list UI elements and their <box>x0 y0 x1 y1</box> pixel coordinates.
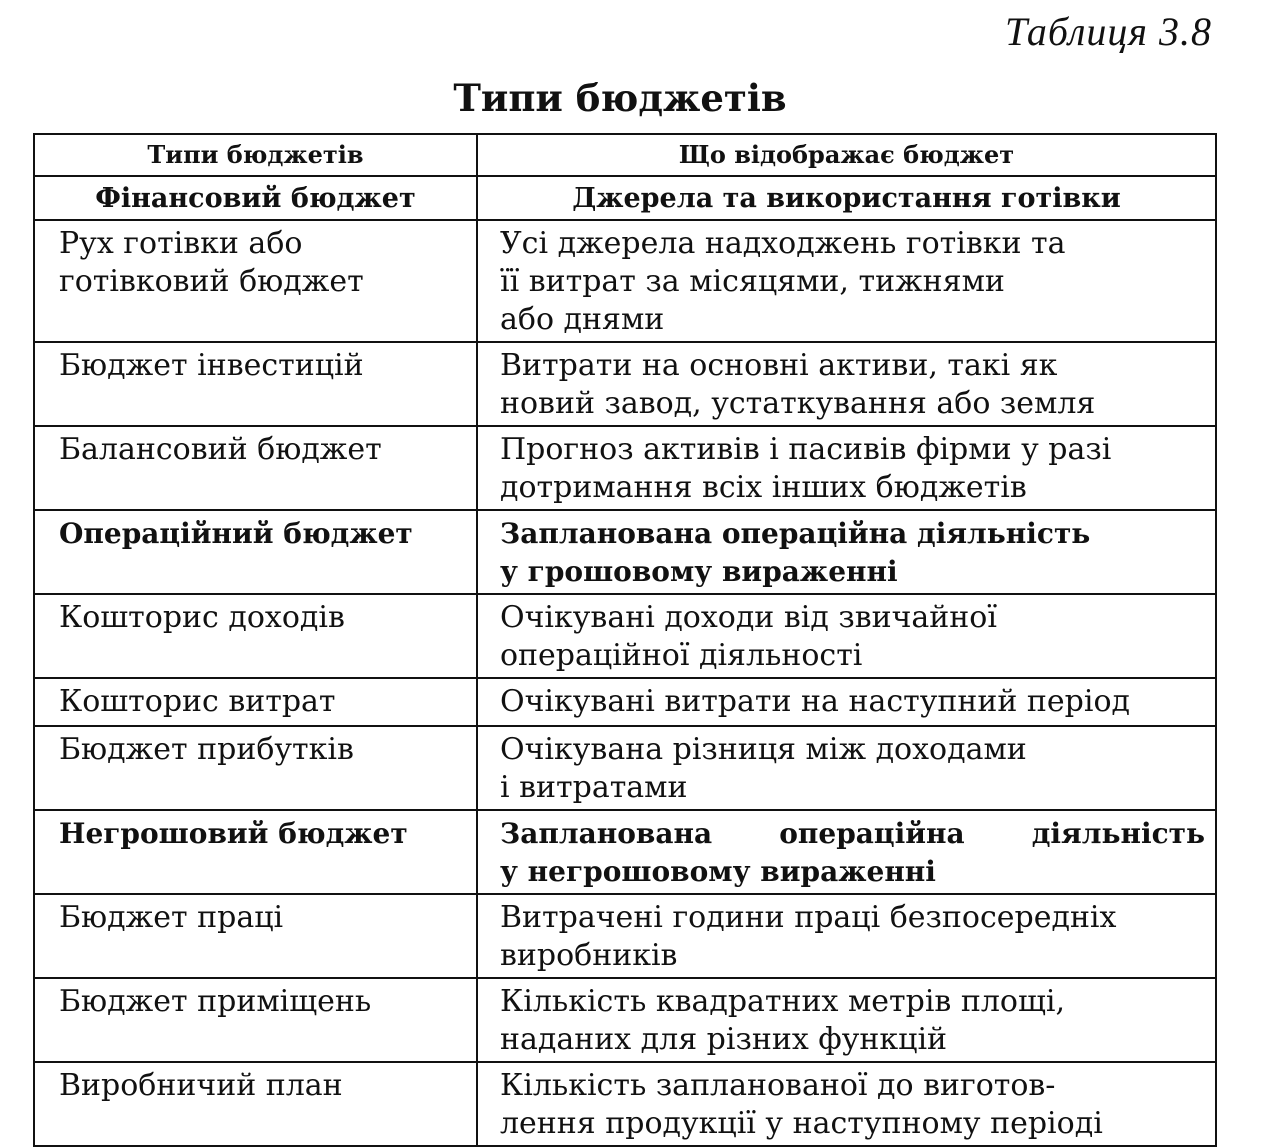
budget-name-text: Кошторис витрат <box>59 684 336 719</box>
budget-name <box>34 678 477 726</box>
budget-name <box>34 978 477 1062</box>
budget-name-text: Бюджет приміщень <box>59 984 372 1019</box>
budget-name <box>34 342 477 426</box>
budget-name-text: Кошторис доходів <box>59 600 345 635</box>
budget-description <box>477 510 1216 594</box>
table-row-expense-estimate <box>34 678 1216 726</box>
budget-description-text: Очікувана різниця між доходами і витратами <box>500 732 1027 805</box>
table-row-investment-budget <box>34 342 1216 426</box>
budget-description <box>477 726 1216 810</box>
budget-description-text: Очікувані витрати на наступний період <box>500 684 1130 719</box>
table-header-row <box>34 134 1216 176</box>
table-row-labor-budget <box>34 894 1216 978</box>
budget-name <box>34 594 477 678</box>
budget-description-text: Усі джерела надходжень готівки та її витрат за місяцями, тижнями або днями <box>500 226 1066 337</box>
budget-name <box>34 894 477 978</box>
table-row-financial-budget <box>34 176 1216 220</box>
budget-name <box>34 810 477 894</box>
budget-name-text: Виробничий план <box>59 1068 343 1103</box>
table-number: Таблиця 3.8 <box>1005 9 1212 54</box>
budget-name-text: Негрошовий бюджет <box>59 817 408 850</box>
description-word: Запланована <box>500 817 713 850</box>
table-row-revenue-estimate <box>34 594 1216 678</box>
budget-name-text: Бюджет інвестицій <box>59 348 364 383</box>
budget-name-text: Балансовий бюджет <box>59 432 382 467</box>
budget-name <box>34 726 477 810</box>
budget-name-text: Бюджет праці <box>59 900 284 935</box>
table-row-premises-budget <box>34 978 1216 1062</box>
budget-description-line-1 <box>500 815 1205 853</box>
budget-description <box>477 894 1216 978</box>
budget-description <box>477 810 1216 894</box>
budget-description <box>477 426 1216 510</box>
budget-description <box>477 594 1216 678</box>
table-row-cash-flow <box>34 220 1216 342</box>
table-row-operating-budget <box>34 510 1216 594</box>
header-budget-types: Типи бюджетів <box>34 134 477 176</box>
budget-description <box>477 220 1216 342</box>
budget-description-text: Кількість квадратних метрів площі, наданих для різних функцій <box>500 984 1065 1057</box>
budget-description-text: Кількість запланованої до виготов- лення продукції у наступному періоді <box>500 1068 1103 1141</box>
budget-description-text: Прогноз активів і пасивів фірми у разі дотримання всіх інших бюджетів <box>500 432 1112 505</box>
table-row-non-monetary-budget <box>34 810 1216 894</box>
description-word: діяльність <box>1031 817 1205 850</box>
budget-name-text: Бюджет прибутків <box>59 732 354 767</box>
budget-name-text: Операційний бюджет <box>59 517 413 550</box>
table-row-production-plan <box>34 1062 1216 1146</box>
table-row-profit-budget <box>34 726 1216 810</box>
budget-description-text: Витрати на основні активи, такі як новий завод, устаткування або земля <box>500 348 1096 421</box>
budget-description-text: Очікувані доходи від звичайної операційної діяльності <box>500 600 997 673</box>
budget-description-line-2: у негрошовому вираженні <box>500 855 936 888</box>
budget-name-text: Рух готівки або готівковий бюджет <box>59 226 364 299</box>
budget-description <box>477 342 1216 426</box>
budget-types-table <box>33 133 1217 1147</box>
budget-name <box>34 510 477 594</box>
table-title: Типи бюджетів <box>453 76 787 120</box>
budget-name: Фінансовий бюджет <box>34 176 477 220</box>
budget-description-text: Запланована операційна діяльність у грошовому вираженні <box>500 517 1091 588</box>
budget-name <box>34 220 477 342</box>
budget-name <box>34 1062 477 1146</box>
budget-description-text: Витрачені години праці безпосередніх виробників <box>500 900 1117 973</box>
budget-description: Джерела та використання готівки <box>477 176 1216 220</box>
budget-description <box>477 1062 1216 1146</box>
description-word: операційна <box>779 817 965 850</box>
budget-description <box>477 678 1216 726</box>
budget-name <box>34 426 477 510</box>
budget-description <box>477 978 1216 1062</box>
table-row-balance-budget <box>34 426 1216 510</box>
header-what-budget-shows: Що відображає бюджет <box>477 134 1216 176</box>
